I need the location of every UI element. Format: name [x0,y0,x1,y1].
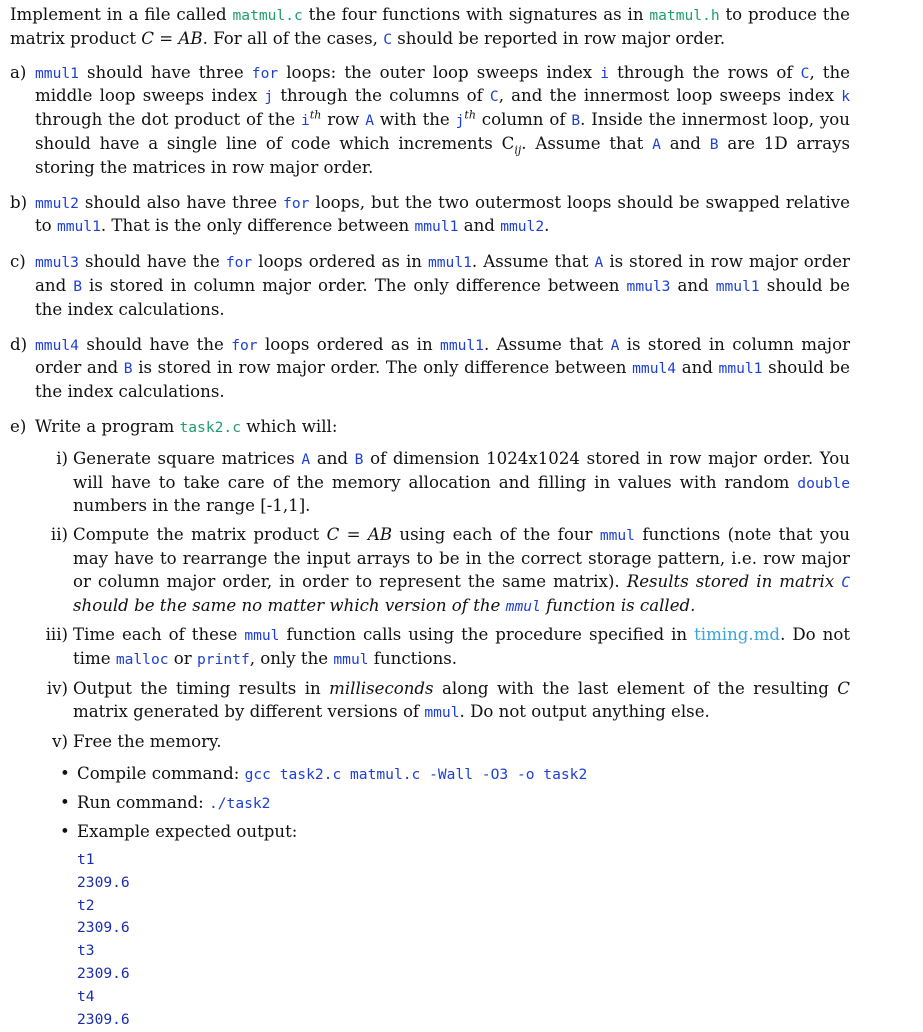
output-line: t3 [77,942,95,960]
example-output-block [10,849,850,1032]
item-label: d) [10,334,28,354]
subitem-label: i) [56,448,68,468]
subitem-ii: ii) Compute the matrix product C = AB using each of the four mmul functions (note that you may have to rearrange the input arrays to be in the correct storage pattern, i.e. row major or column major order, in order to represent the same matrix). Results stored in matrix C should be the same no matter which version of the mmul function is called. [10,524,850,618]
output-line: t4 [77,988,95,1006]
item-c: c) mmul3 should have the for loops ordered as in mmul1. Assume that A is stored in row major order and B is stored in column major order. The only difference between mmul3 and mmul1 should be the index calculations. [10,252,850,319]
file-name-task2-c: task2.c [179,418,241,436]
file-name-matmul-h: matmul.h [649,7,720,24]
example-output-bullet: • Example expected output: [10,821,850,844]
output-line: 2309.6 [77,919,130,937]
item-b: b) mmul2 should also have three for loops, but the two outermost loops should be swapped relative to mmul1. That is the only difference between mmul1 and mmul2. [10,192,850,236]
item-d: d) mmul4 should have the for loops ordered as in mmul1. Assume that A is stored in column major order and B is stored in row major order. The only difference between mmul4 and mmul1 should be the index calculations. [10,334,851,402]
bullet-list [10,763,850,1032]
subitem-i: i) Generate square matrices A and B of dimension 1024x1024 stored in row major order. You will have to take care of the memory allocation and filling in values with random double numbers in the range [-1,1]. [10,448,850,518]
item-label: a) [10,62,27,82]
compile-command-bullet: • Compile command: gcc task2.c matmul.c -Wall -O3 -o task2 [10,763,850,787]
output-line: 2309.6 [77,965,130,983]
bullet-dot-icon: • [60,793,70,813]
output-line: 2309.6 [77,873,130,891]
item-label: e) [10,416,27,436]
bullet-dot-icon: • [60,821,70,841]
file-name-matmul-c: matmul.c [232,7,303,24]
subitem-iii: iii) Time each of these mmul function calls using the procedure specified in timing.md. Do not time malloc or printf, only the mmul functions. [10,624,850,672]
subitem-label: iii) [45,625,68,645]
item-e: e) Write a program task2.c which will: [10,416,850,440]
compile-command: gcc task2.c matmul.c -Wall -O3 -o task2 [244,766,588,784]
subitem-iv: iv) Output the timing results in milliseconds along with the last element of the resulting C matrix generated by different versions of mmul. Do not output anything else. [10,678,850,725]
assignment-document [10,4,850,1032]
output-line: t2 [77,896,95,914]
subitem-label: v) [52,731,68,751]
subitem-v: v) Free the memory. [10,731,850,754]
intro-paragraph: Implement in a file called matmul.c the four functions with signatures as in matmul.h to produce the matrix product C = AB. For all of the cases, C should be reported in row major order. [10,5,850,48]
bullet-dot-icon: • [60,764,70,784]
subitem-label: iv) [46,678,68,698]
run-command-bullet: • Run command: ./task2 [10,792,850,816]
timing-md-link[interactable]: timing.md [694,625,781,645]
item-label: c) [10,252,26,272]
subitem-label: ii) [50,525,68,545]
formula-c-equals-ab: C = AB [141,28,203,48]
item-a: a) mmul1 should have three for loops: the outer loop sweeps index i through the rows of C, the middle loop sweeps index j through the columns of C, and the innermost loop sweeps index k through the dot product of the $i^{th}$ row A with the $j^{th}$ column of B. Inside the innermost loop, you should have a single line of code which increments $C_{ij}$. Assume that A and B are 1D arrays storing the matrices in row major order. [10,62,851,177]
item-label: b) [10,192,28,212]
output-line: t1 [77,850,95,868]
output-line: 2309.6 [77,1011,130,1029]
run-command: ./task2 [208,795,271,813]
